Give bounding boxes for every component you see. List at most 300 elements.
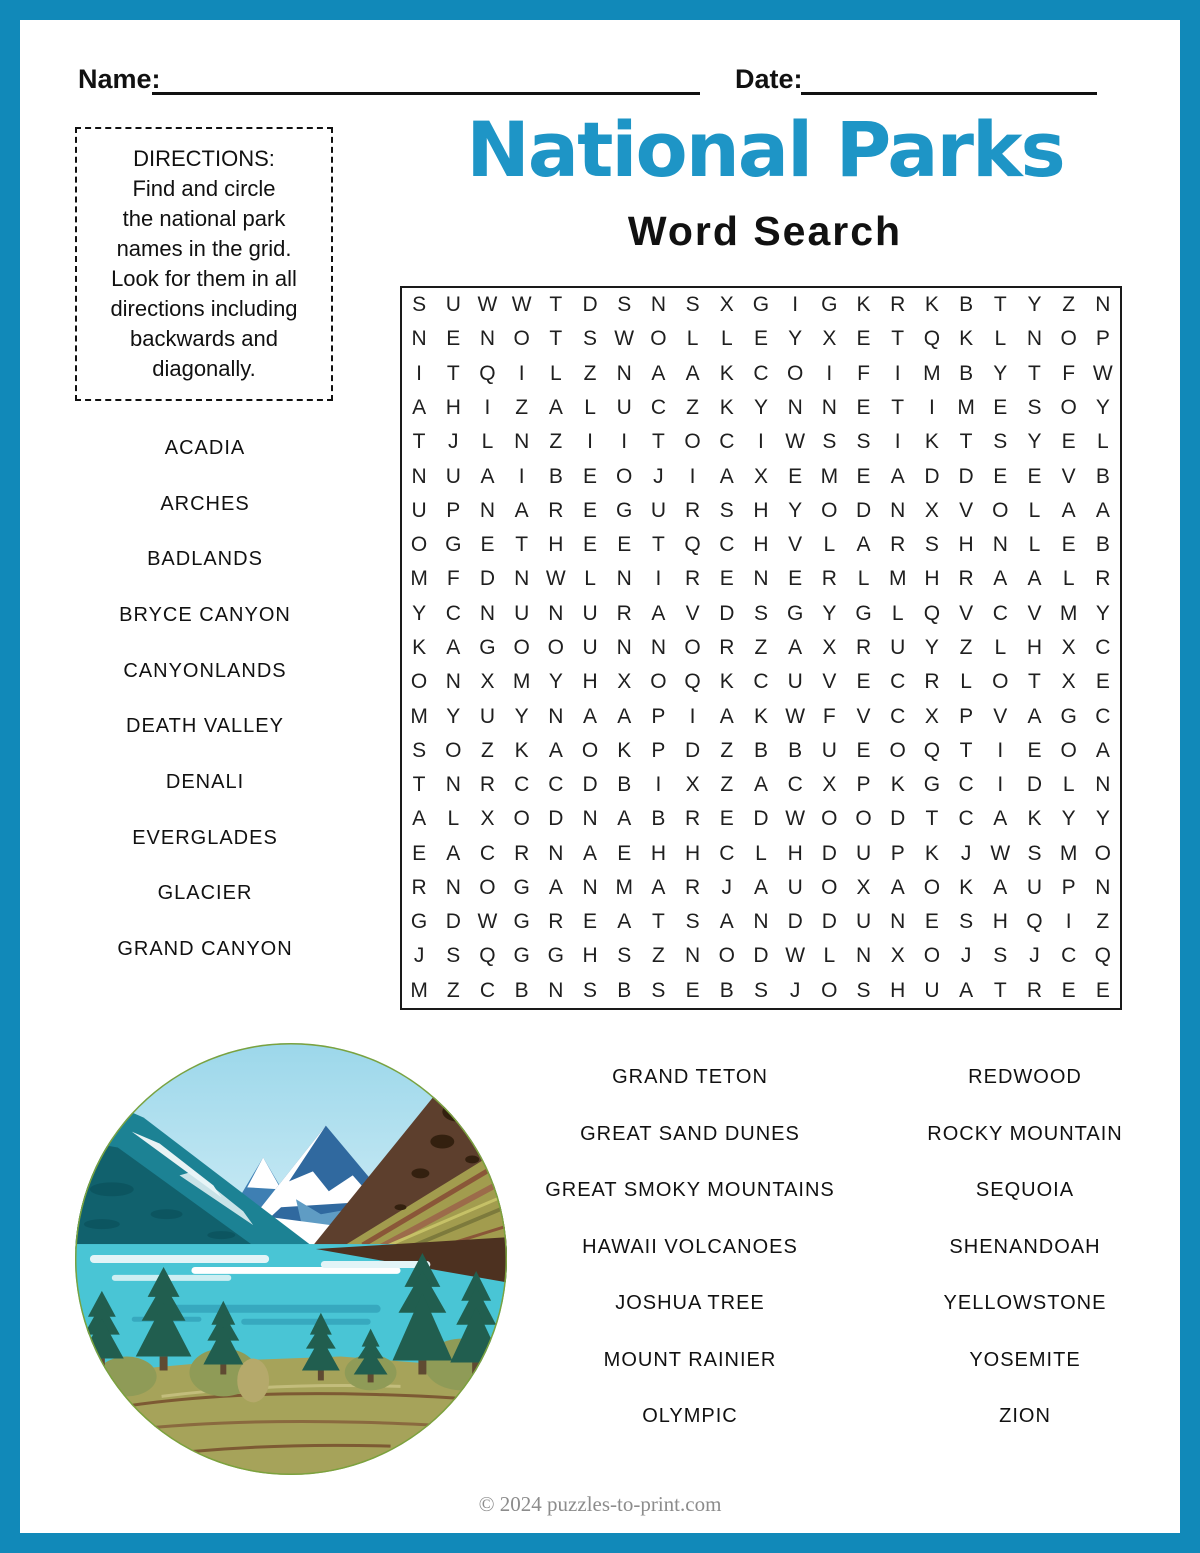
grid-letter[interactable]: R (548, 910, 564, 934)
grid-letter[interactable]: E (617, 841, 632, 865)
grid-letter[interactable]: N (650, 635, 666, 659)
grid-letter[interactable]: Z (651, 944, 665, 968)
grid-letter[interactable]: N (479, 498, 496, 522)
grid-letter[interactable]: M (957, 395, 975, 419)
grid-letter[interactable]: N (548, 601, 564, 625)
grid-letter[interactable]: A (412, 807, 427, 831)
grid-letter[interactable]: T (891, 395, 905, 419)
grid-letter[interactable]: J (721, 875, 733, 899)
grid-letter[interactable]: R (479, 773, 496, 797)
grid-letter[interactable]: U (411, 498, 427, 522)
grid-letter[interactable]: I (518, 464, 525, 488)
grid-letter[interactable]: A (617, 704, 632, 728)
grid-letter[interactable]: D (924, 464, 940, 488)
grid-letter[interactable]: Y (1061, 807, 1076, 831)
grid-letter[interactable]: E (1095, 670, 1110, 694)
grid-letter[interactable]: Z (1062, 293, 1076, 317)
grid-letter[interactable]: Q (1094, 944, 1112, 968)
grid-letter[interactable]: I (826, 361, 833, 385)
grid-letter[interactable]: I (758, 430, 764, 454)
grid-letter[interactable]: V (993, 704, 1008, 728)
grid-letter[interactable]: Y (1027, 430, 1042, 454)
grid-letter[interactable]: X (856, 875, 871, 899)
grid-letter[interactable]: N (1026, 327, 1043, 351)
grid-letter[interactable]: N (787, 395, 803, 419)
grid-letter[interactable]: W (477, 910, 498, 934)
grid-letter[interactable]: N (582, 875, 598, 899)
grid-letter[interactable]: K (719, 395, 734, 419)
grid-letter[interactable]: N (616, 567, 632, 591)
grid-letter[interactable]: E (617, 533, 632, 557)
grid-letter[interactable]: H (1026, 635, 1043, 659)
grid-letter[interactable]: U (514, 601, 530, 625)
grid-letter[interactable]: O (616, 464, 633, 488)
grid-letter[interactable]: E (788, 464, 803, 488)
grid-letter[interactable]: V (1061, 464, 1076, 488)
grid-letter[interactable]: T (412, 773, 426, 797)
grid-letter[interactable]: S (1027, 395, 1042, 419)
grid-letter[interactable]: M (1059, 601, 1078, 625)
grid-letter[interactable]: E (1061, 533, 1076, 557)
grid-letter[interactable]: I (587, 430, 593, 454)
grid-letter[interactable]: Y (1095, 807, 1110, 831)
grid-letter[interactable]: O (821, 875, 838, 899)
grid-letter[interactable]: A (890, 464, 905, 488)
grid-letter[interactable]: O (889, 738, 906, 762)
grid-letter[interactable]: N (1095, 293, 1111, 317)
grid-letter[interactable]: Y (446, 704, 461, 728)
grid-letter[interactable]: L (823, 533, 836, 557)
grid-letter[interactable]: O (513, 327, 530, 351)
grid-letter[interactable]: R (1095, 567, 1111, 591)
grid-letter[interactable]: P (651, 738, 666, 762)
grid-letter[interactable]: L (857, 567, 870, 591)
grid-letter[interactable]: M (410, 704, 428, 728)
grid-letter[interactable]: C (890, 704, 906, 728)
grid-letter[interactable]: O (1060, 395, 1077, 419)
grid-letter[interactable]: N (821, 395, 837, 419)
grid-letter[interactable]: A (719, 910, 734, 934)
grid-letter[interactable]: A (1027, 704, 1042, 728)
grid-letter[interactable]: E (924, 910, 939, 934)
grid-letter[interactable]: C (514, 773, 530, 797)
grid-letter[interactable]: M (888, 567, 907, 591)
grid-letter[interactable]: E (856, 395, 871, 419)
grid-letter[interactable]: T (925, 807, 939, 831)
grid-letter[interactable]: C (753, 670, 769, 694)
grid-letter[interactable]: N (650, 293, 666, 317)
grid-letter[interactable]: N (479, 327, 496, 351)
grid-letter[interactable]: X (822, 773, 837, 797)
grid-letter[interactable]: S (1027, 841, 1042, 865)
grid-letter[interactable]: L (823, 944, 836, 968)
grid-letter[interactable]: O (923, 875, 941, 899)
grid-letter[interactable]: E (856, 327, 871, 351)
grid-letter[interactable]: H (787, 841, 803, 865)
grid-letter[interactable]: O (547, 635, 565, 659)
grid-letter[interactable]: W (785, 807, 806, 831)
grid-letter[interactable]: O (821, 498, 838, 522)
grid-letter[interactable]: X (890, 944, 905, 968)
grid-letter[interactable]: K (924, 841, 939, 865)
grid-letter[interactable]: S (583, 327, 598, 351)
grid-letter[interactable]: G (410, 910, 428, 934)
grid-letter[interactable]: I (416, 361, 423, 385)
grid-letter[interactable]: W (990, 841, 1011, 865)
grid-letter[interactable]: S (412, 738, 427, 762)
grid-letter[interactable]: R (890, 293, 906, 317)
grid-letter[interactable]: E (412, 841, 427, 865)
grid-letter[interactable]: Y (548, 670, 563, 694)
grid-letter[interactable]: A (446, 841, 461, 865)
grid-letter[interactable]: H (445, 395, 461, 419)
grid-letter[interactable]: M (923, 361, 941, 385)
grid-letter[interactable]: C (992, 601, 1008, 625)
grid-letter[interactable]: K (924, 293, 939, 317)
grid-letter[interactable]: C (650, 395, 666, 419)
grid-letter[interactable]: H (924, 567, 940, 591)
grid-letter[interactable]: Z (959, 635, 973, 659)
grid-letter[interactable]: P (856, 773, 871, 797)
grid-letter[interactable]: W (477, 293, 498, 317)
grid-letter[interactable]: E (583, 910, 598, 934)
grid-letter[interactable]: O (684, 635, 701, 659)
grid-letter[interactable]: N (855, 944, 872, 968)
grid-letter[interactable]: T (993, 293, 1007, 317)
grid-letter[interactable]: A (617, 910, 632, 934)
grid-letter[interactable]: K (719, 670, 734, 694)
grid-letter[interactable]: R (890, 533, 906, 557)
grid-letter[interactable]: B (1095, 533, 1110, 557)
grid-letter[interactable]: U (650, 498, 666, 522)
grid-letter[interactable]: N (548, 978, 564, 1002)
grid-letter[interactable]: Z (481, 738, 494, 762)
grid-letter[interactable]: H (992, 910, 1008, 934)
grid-letter[interactable]: M (410, 978, 428, 1002)
grid-letter[interactable]: Z (1096, 910, 1110, 934)
grid-letter[interactable]: E (446, 327, 461, 351)
grid-letter[interactable]: L (1028, 533, 1041, 557)
grid-letter[interactable]: V (685, 601, 700, 625)
grid-letter[interactable]: V (959, 601, 974, 625)
grid-letter[interactable]: Y (753, 395, 768, 419)
grid-letter[interactable]: H (753, 533, 769, 557)
grid-letter[interactable]: O (1060, 327, 1077, 351)
grid-letter[interactable]: T (959, 430, 973, 454)
grid-letter[interactable]: O (992, 670, 1009, 694)
grid-letter[interactable]: V (788, 533, 803, 557)
grid-letter[interactable]: U (1026, 875, 1043, 899)
grid-letter[interactable]: D (582, 293, 598, 317)
grid-letter[interactable]: U (787, 875, 803, 899)
grid-letter[interactable]: H (582, 944, 598, 968)
grid-letter[interactable]: P (446, 498, 461, 522)
grid-letter[interactable]: B (651, 807, 666, 831)
grid-letter[interactable]: E (788, 567, 803, 591)
grid-letter[interactable]: U (479, 704, 496, 728)
grid-letter[interactable]: N (1095, 875, 1111, 899)
grid-letter[interactable]: H (650, 841, 666, 865)
grid-letter[interactable]: O (923, 944, 941, 968)
grid-letter[interactable]: L (1028, 498, 1041, 522)
grid-letter[interactable]: O (1094, 841, 1112, 865)
grid-letter[interactable]: Y (1027, 293, 1042, 317)
grid-letter[interactable]: C (719, 533, 735, 557)
grid-letter[interactable]: H (753, 498, 769, 522)
grid-letter[interactable]: O (445, 738, 462, 762)
grid-letter[interactable]: T (993, 978, 1007, 1002)
grid-letter[interactable]: X (719, 293, 734, 317)
grid-letter[interactable]: C (479, 978, 496, 1002)
grid-letter[interactable]: M (1059, 841, 1078, 865)
grid-letter[interactable]: H (890, 978, 906, 1002)
grid-letter[interactable]: U (445, 293, 461, 317)
grid-letter[interactable]: V (1027, 601, 1042, 625)
grid-letter[interactable]: H (958, 533, 974, 557)
grid-letter[interactable]: W (545, 567, 566, 591)
grid-letter[interactable]: E (856, 464, 871, 488)
grid-letter[interactable]: G (513, 910, 530, 934)
grid-letter[interactable]: X (617, 670, 632, 694)
grid-letter[interactable]: E (1027, 464, 1042, 488)
grid-letter[interactable]: T (891, 327, 905, 351)
grid-letter[interactable]: C (719, 430, 735, 454)
grid-letter[interactable]: S (719, 498, 734, 522)
grid-letter[interactable]: G (1060, 704, 1077, 728)
grid-letter[interactable]: B (617, 978, 632, 1002)
grid-letter[interactable]: L (584, 395, 596, 419)
grid-letter[interactable]: A (1095, 738, 1110, 762)
grid-letter[interactable]: K (856, 293, 871, 317)
grid-letter[interactable]: C (548, 773, 564, 797)
grid-letter[interactable]: S (959, 910, 974, 934)
grid-letter[interactable]: T (959, 738, 973, 762)
grid-letter[interactable]: J (960, 841, 972, 865)
grid-letter[interactable]: S (412, 293, 427, 317)
grid-letter[interactable]: D (1026, 773, 1043, 797)
grid-letter[interactable]: Y (924, 635, 939, 659)
grid-letter[interactable]: K (924, 430, 939, 454)
grid-letter[interactable]: L (447, 807, 460, 831)
grid-letter[interactable]: A (1027, 567, 1042, 591)
grid-letter[interactable]: R (685, 498, 701, 522)
grid-letter[interactable]: L (686, 327, 699, 351)
grid-letter[interactable]: E (719, 807, 734, 831)
grid-letter[interactable]: K (719, 361, 734, 385)
grid-letter[interactable]: X (822, 327, 837, 351)
grid-letter[interactable]: Z (720, 738, 734, 762)
grid-letter[interactable]: N (411, 464, 427, 488)
grid-letter[interactable]: T (549, 327, 563, 351)
grid-letter[interactable]: A (583, 841, 598, 865)
grid-letter[interactable]: X (1061, 635, 1076, 659)
grid-letter[interactable]: I (689, 704, 696, 728)
grid-letter[interactable]: E (856, 670, 871, 694)
grid-letter[interactable]: Z (686, 395, 699, 419)
grid-letter[interactable]: N (890, 498, 906, 522)
grid-letter[interactable]: A (856, 533, 871, 557)
grid-letter[interactable]: G (479, 635, 496, 659)
grid-letter[interactable]: E (583, 533, 598, 557)
grid-letter[interactable]: C (479, 841, 496, 865)
grid-letter[interactable]: T (1028, 361, 1041, 385)
grid-letter[interactable]: A (890, 875, 905, 899)
grid-letter[interactable]: C (753, 361, 769, 385)
grid-letter[interactable]: J (960, 944, 972, 968)
grid-letter[interactable]: Y (1095, 601, 1110, 625)
grid-letter[interactable]: Q (923, 601, 941, 625)
grid-letter[interactable]: L (1097, 430, 1109, 454)
grid-letter[interactable]: N (445, 670, 461, 694)
grid-letter[interactable]: X (924, 704, 939, 728)
grid-letter[interactable]: R (855, 635, 872, 659)
grid-letter[interactable]: X (480, 807, 495, 831)
grid-letter[interactable]: F (857, 361, 870, 385)
grid-letter[interactable]: B (753, 738, 768, 762)
grid-letter[interactable]: L (584, 567, 596, 591)
grid-letter[interactable]: I (894, 430, 901, 454)
grid-letter[interactable]: T (1028, 670, 1041, 694)
grid-letter[interactable]: W (785, 430, 806, 454)
grid-letter[interactable]: P (890, 841, 905, 865)
grid-letter[interactable]: A (753, 773, 768, 797)
grid-letter[interactable]: L (960, 670, 972, 694)
grid-letter[interactable]: A (651, 601, 666, 625)
grid-letter[interactable]: N (1095, 773, 1111, 797)
grid-letter[interactable]: J (448, 430, 459, 454)
grid-letter[interactable]: O (718, 944, 735, 968)
grid-letter[interactable]: P (959, 704, 974, 728)
grid-letter[interactable]: G (821, 293, 838, 317)
grid-letter[interactable]: D (548, 807, 564, 831)
grid-letter[interactable]: G (616, 498, 633, 522)
grid-letter[interactable]: T (515, 533, 529, 557)
grid-letter[interactable]: K (959, 875, 974, 899)
grid-letter[interactable]: Z (754, 635, 768, 659)
grid-letter[interactable]: E (480, 533, 495, 557)
grid-letter[interactable]: Q (1026, 910, 1043, 934)
grid-letter[interactable]: I (518, 361, 525, 385)
grid-letter[interactable]: A (1061, 498, 1076, 522)
grid-letter[interactable]: R (685, 875, 701, 899)
grid-letter[interactable]: O (479, 875, 496, 899)
grid-letter[interactable]: E (993, 395, 1008, 419)
grid-letter[interactable]: Q (684, 670, 701, 694)
grid-letter[interactable]: Q (479, 944, 496, 968)
grid-letter[interactable]: R (514, 841, 530, 865)
grid-letter[interactable]: W (785, 944, 806, 968)
grid-letter[interactable]: N (685, 944, 701, 968)
grid-letter[interactable]: M (512, 670, 531, 694)
grid-letter[interactable]: B (788, 738, 803, 762)
grid-letter[interactable]: R (616, 601, 632, 625)
grid-letter[interactable]: W (785, 704, 806, 728)
grid-letter[interactable]: L (994, 635, 1007, 659)
grid-letter[interactable]: Y (788, 498, 803, 522)
grid-letter[interactable]: H (685, 841, 701, 865)
grid-letter[interactable]: I (997, 773, 1004, 797)
grid-letter[interactable]: Z (549, 430, 563, 454)
grid-letter[interactable]: L (481, 430, 494, 454)
grid-letter[interactable]: L (1062, 773, 1075, 797)
grid-letter[interactable]: O (821, 978, 838, 1002)
grid-letter[interactable]: S (856, 978, 871, 1002)
grid-letter[interactable]: A (412, 395, 427, 419)
grid-letter[interactable]: D (753, 944, 769, 968)
grid-letter[interactable]: D (855, 498, 872, 522)
grid-letter[interactable]: Q (923, 327, 941, 351)
grid-letter[interactable]: I (689, 464, 696, 488)
grid-letter[interactable]: C (890, 670, 906, 694)
grid-letter[interactable]: D (821, 910, 837, 934)
grid-letter[interactable]: X (480, 670, 495, 694)
grid-letter[interactable]: D (787, 910, 803, 934)
grid-letter[interactable]: A (548, 875, 563, 899)
grid-letter[interactable]: U (821, 738, 837, 762)
grid-letter[interactable]: Y (788, 327, 803, 351)
grid-letter[interactable]: M (410, 567, 428, 591)
grid-letter[interactable]: C (958, 773, 974, 797)
grid-letter[interactable]: C (787, 773, 803, 797)
grid-letter[interactable]: V (959, 498, 974, 522)
grid-letter[interactable]: Y (1095, 395, 1110, 419)
grid-letter[interactable]: H (582, 670, 598, 694)
grid-letter[interactable]: A (788, 635, 803, 659)
grid-letter[interactable]: A (685, 361, 700, 385)
grid-letter[interactable]: X (822, 635, 837, 659)
grid-letter[interactable]: K (753, 704, 768, 728)
grid-letter[interactable]: K (617, 738, 632, 762)
grid-letter[interactable]: Z (720, 773, 734, 797)
grid-letter[interactable]: D (445, 910, 461, 934)
grid-letter[interactable]: P (1095, 327, 1110, 351)
grid-letter[interactable]: N (992, 533, 1008, 557)
grid-letter[interactable]: R (685, 807, 701, 831)
grid-letter[interactable]: N (445, 773, 461, 797)
grid-letter[interactable]: A (719, 464, 734, 488)
grid-letter[interactable]: O (581, 738, 599, 762)
grid-letter[interactable]: S (993, 430, 1008, 454)
date-input-line[interactable] (801, 92, 1097, 95)
grid-letter[interactable]: I (792, 293, 799, 317)
grid-letter[interactable]: O (1060, 738, 1077, 762)
grid-letter[interactable]: E (753, 327, 768, 351)
grid-letter[interactable]: A (993, 807, 1008, 831)
grid-letter[interactable]: A (959, 978, 974, 1002)
grid-letter[interactable]: A (719, 704, 734, 728)
grid-letter[interactable]: U (582, 601, 598, 625)
grid-letter[interactable]: W (511, 293, 532, 317)
grid-letter[interactable]: C (1095, 704, 1111, 728)
grid-letter[interactable]: U (890, 635, 906, 659)
grid-letter[interactable]: H (548, 533, 564, 557)
grid-letter[interactable]: S (685, 910, 700, 934)
grid-letter[interactable]: S (753, 601, 768, 625)
grid-letter[interactable]: I (1065, 910, 1072, 934)
grid-letter[interactable]: C (958, 807, 974, 831)
grid-letter[interactable]: N (514, 430, 530, 454)
grid-letter[interactable]: R (1026, 978, 1043, 1002)
grid-letter[interactable]: O (410, 533, 428, 557)
grid-letter[interactable]: N (753, 567, 769, 591)
grid-letter[interactable]: O (513, 635, 530, 659)
grid-letter[interactable]: U (855, 910, 872, 934)
grid-letter[interactable]: D (685, 738, 701, 762)
grid-letter[interactable]: C (1095, 635, 1111, 659)
grid-letter[interactable]: F (446, 567, 460, 591)
grid-letter[interactable]: Z (583, 361, 597, 385)
grid-letter[interactable]: G (855, 601, 872, 625)
